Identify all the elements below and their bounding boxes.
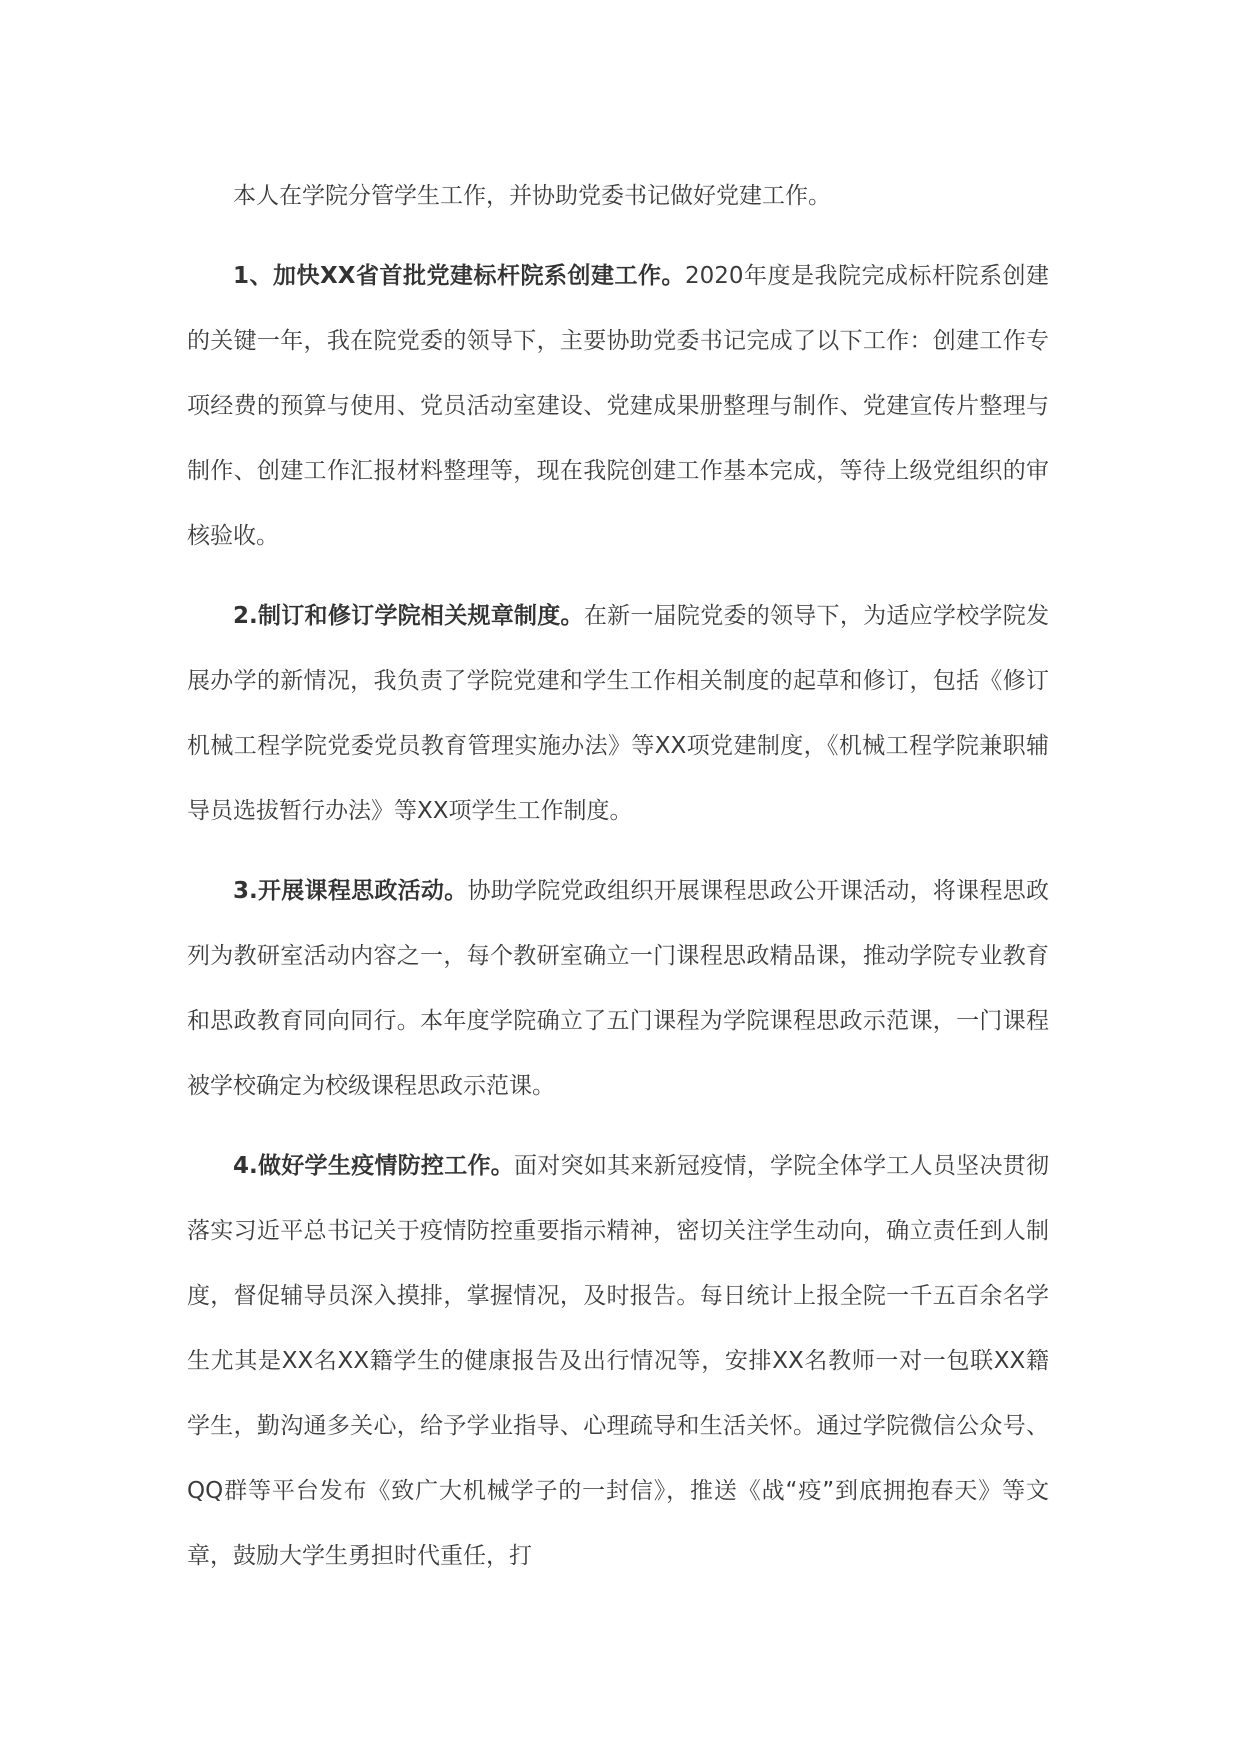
section-3-body: 协助学院党政组织开展课程思政公开课活动，将课程思政列为教研室活动内容之一，每个教研室确立一门课程思政精品课，推动学院专业教育和思政教育同向同行。本年度学院确立了五门课程为学院课程思政示范课，一门课程被学校确定为校级课程思政示范课。: [187, 878, 1049, 1099]
section-4-body: 面对突如其来新冠疫情，学院全体学工人员坚决贯彻落实习近平总书记关于疫情防控重要指示精神，密切关注学生动向，确立责任到人制度，督促辅导员深入摸排，掌握情况，及时报告。每日统计上报全院一千五百余名学生尤其是XX名XX籍学生的健康报告及出行情况等，安排XX名教师一对一包联XX籍学生，勤沟通多关心，给予学业指导、心理疏导和生活关怀。通过学院微信公众号、QQ群等平台发布《致广大机械学子的一封信》，推送《战“疫”到底拥抱春天》等文章，鼓励大学生勇担时代重任，打: [187, 1153, 1050, 1569]
section-1-paragraph: [187, 244, 1049, 569]
document-body: [187, 164, 1049, 1589]
section-1-heading: 1、加快XX省首批党建标杆院系创建工作。: [233, 263, 685, 289]
section-4-heading: 4.做好学生疫情防控工作。: [233, 1153, 515, 1179]
section-1-body: 2020年度是我院完成标杆院系创建的关键一年，我在院党委的领导下，主要协助党委书记完成了以下工作：创建工作专项经费的预算与使用、党员活动室建设、党建成果册整理与制作、党建宣传片整理与制作、创建工作汇报材料整理等，现在我院创建工作基本完成，等待上级党组织的审核验收。: [187, 263, 1049, 549]
section-2-heading: 2.制订和修订学院相关规章制度。: [233, 603, 584, 629]
intro-paragraph: [187, 164, 1049, 229]
intro-text: 本人在学院分管学生工作，并协助党委书记做好党建工作。: [233, 183, 831, 209]
section-2-body: 在新一届院党委的领导下，为适应学校学院发展办学的新情况，我负责了学院党建和学生工作相关制度的起草和修订，包括《修订机械工程学院党委党员教育管理实施办法》等XX项党建制度，《机械工程学院兼职辅导员选拔暂行办法》等XX项学生工作制度。: [187, 603, 1049, 824]
section-4-paragraph: [187, 1134, 1049, 1589]
section-3-paragraph: [187, 859, 1049, 1119]
section-2-paragraph: [187, 584, 1049, 844]
section-3-heading: 3.开展课程思政活动。: [233, 878, 468, 904]
